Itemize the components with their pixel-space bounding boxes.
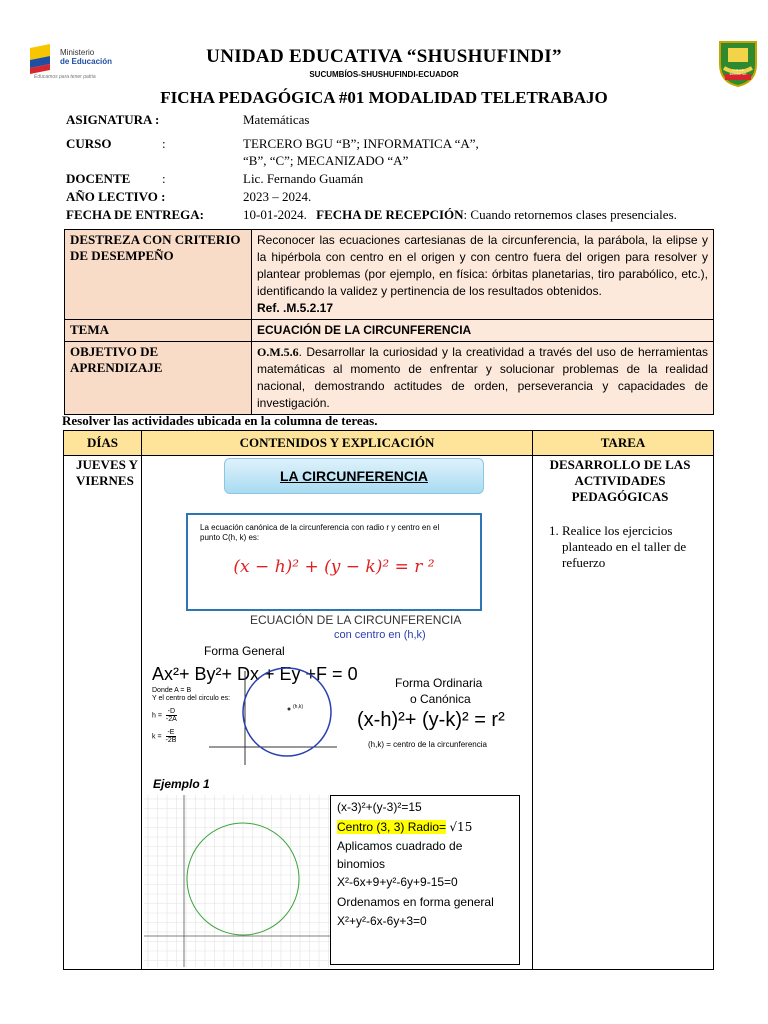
- objetivo-code: O.M.5.6: [257, 345, 299, 359]
- example-step3: Ordenamos en forma general: [337, 894, 494, 909]
- dias-line2: VIERNES: [76, 473, 134, 488]
- objetivo-row: [65, 342, 714, 415]
- example-step2: X²-6x+9+y²-6y+9-15=0: [337, 875, 458, 889]
- k-formula: [152, 729, 176, 744]
- destreza-cell: [252, 230, 714, 320]
- ministry-slogan: Educamos para tener patria: [34, 74, 96, 80]
- col-divider-2: [532, 431, 533, 969]
- recepcion-value: : Cuando retornemos clases presenciales.: [463, 207, 677, 222]
- tema-row: [65, 320, 714, 342]
- recepcion-label: FECHA DE RECEPCIÓN: [316, 207, 464, 222]
- dias-cell: [76, 457, 138, 489]
- general-equation: Ax²+ By²+ Dx + Ey +F = 0: [152, 664, 358, 684]
- example-graph: [144, 795, 330, 967]
- example-step1: Aplicamos cuadrado de binomios: [337, 839, 463, 871]
- ministry-name-line2: de Educación: [60, 57, 113, 66]
- destreza-row: [65, 230, 714, 320]
- instruction-text: Resolver las actividades ubicada en la columna de tereas.: [62, 413, 378, 428]
- donde-note: Donde A = B: [152, 687, 192, 694]
- curso-colon: :: [162, 136, 166, 151]
- forma-ordinaria-label-2: o Canónica: [410, 692, 471, 706]
- h-denominator: -2A: [165, 716, 177, 723]
- ec-title: ECUACIÓN DE LA CIRCUNFERENCIA: [250, 613, 462, 627]
- ficha-title: FICHA PEDAGÓGICA #01 MODALIDAD TELETRABAJO: [160, 88, 608, 107]
- col-dias-header: DÍAS: [86, 435, 119, 450]
- dias-line1: JUEVES Y: [76, 457, 139, 472]
- tema-label: TEMA: [65, 320, 252, 342]
- center-point: [288, 708, 291, 711]
- col-tarea-header: TAREA: [600, 435, 646, 450]
- canonical-equation-box: [186, 513, 482, 611]
- anio-value: 2023 – 2024.: [243, 189, 312, 204]
- h-numerator: -D: [167, 708, 176, 715]
- destreza-label: DESTREZA CON CRITERIO DE DESEMPEÑO: [65, 230, 252, 320]
- asignatura-value: Matemáticas: [243, 112, 310, 127]
- curso-value-line1: TERCERO BGU “B”; INFORMATICA “A”,: [243, 136, 479, 151]
- example-radius: √15: [449, 819, 473, 834]
- activities-table: [63, 430, 714, 970]
- example-center: Centro (3, 3) Radio=: [337, 819, 447, 834]
- objetivo-label: OBJETIVO DE APRENDIZAJE: [65, 342, 252, 415]
- centro-note: Y el centro del circulo es:: [152, 695, 231, 702]
- forma-ordinaria-label-1: Forma Ordinaria: [395, 676, 483, 690]
- objetivo-cell: [252, 342, 714, 415]
- example-center-radius: [337, 818, 513, 838]
- destreza-ref: Ref. .M.5.2.17: [257, 301, 334, 315]
- canonical-equation: (x − h)² + (y − k)² = r ²: [233, 557, 435, 577]
- forma-general-label: Forma General: [204, 644, 285, 658]
- canonical-description-line2: punto C(h, k) es:: [200, 533, 260, 542]
- example-solution-box: [330, 795, 520, 965]
- h-label: h =: [152, 712, 162, 720]
- col-divider-1: [141, 431, 142, 969]
- hk-note: (h,k) = centro de la circunferencia: [368, 740, 487, 749]
- tema-value: ECUACIÓN DE LA CIRCUNFERENCIA: [252, 320, 714, 342]
- curso-label: CURSO: [66, 136, 112, 151]
- tarea-list: [540, 523, 700, 571]
- ordinary-equation: (x-h)²+ (y-k)² = r²: [357, 709, 505, 731]
- objetivo-text: . Desarrollar la curiosidad y la creatividad a través del uso de herramientas matemáticas al momento de enfrentar y solucionar problemas de la realidad nacional, demostrando actitudes de orden, perseverancia y capacidades de investigación.: [257, 345, 708, 410]
- destreza-text: Reconocer las ecuaciones cartesianas de la circunferencia, la parábola, la elipse y la hipérbola con centro en el origen y con centro fuera del origen para resolver y plantear problemas (por ejemplo, en física: órbitas planetarias, tiro parabólico, etc.), identificando la validez y pertinencia de los resultados obtenidos.: [257, 233, 708, 298]
- graph-grid: [144, 795, 330, 967]
- h-formula: [152, 708, 177, 723]
- circunferencia-title: LA CIRCUNFERENCIA: [224, 458, 484, 494]
- docente-label: DOCENTE: [66, 171, 131, 186]
- ejemplo-label: Ejemplo 1: [153, 777, 210, 791]
- crest-text: UNIDAD EDUCATIVA: [729, 68, 747, 76]
- k-denominator: -2B: [165, 737, 177, 744]
- anio-label: AÑO LECTIVO :: [66, 189, 166, 204]
- canonical-description-line1: La ecuación canónica de la circunferencia con radio r y centro en el: [200, 523, 440, 532]
- ec-subtitle: con centro en (h,k): [334, 629, 426, 641]
- tarea-cell: [540, 457, 700, 571]
- tarea-item: 1. Realice los ejercicios planteado en el taller de refuerzo: [562, 523, 700, 571]
- col-contenidos-header: CONTENIDOS Y EXPLICACIÓN: [239, 435, 435, 450]
- circle-diagram: [209, 665, 339, 767]
- entrega-row: [243, 207, 677, 223]
- docente-value: Lic. Fernando Guamán: [243, 171, 364, 186]
- canonical-description: [200, 523, 470, 543]
- center-point-label: (h,k): [293, 704, 303, 710]
- entrega-value: 10-01-2024.: [243, 207, 307, 222]
- asignatura-label: ASIGNATURA :: [66, 112, 160, 127]
- entrega-label: FECHA DE ENTREGA:: [66, 207, 204, 222]
- diagram-circle: [243, 668, 331, 756]
- curriculum-table: [64, 229, 714, 415]
- example-step4: X²+y²-6x-6y+3=0: [337, 914, 427, 928]
- example-equation: (x-3)²+(y-3)²=15: [337, 800, 422, 814]
- curso-value-line2: “B”, “C”; MECANIZADO “A”: [243, 153, 409, 168]
- school-name: UNIDAD EDUCATIVA “SHUSHUFINDI”: [206, 46, 562, 67]
- tarea-heading: DESARROLLO DE LAS ACTIVIDADES PEDAGÓGICAS: [549, 457, 691, 504]
- ministry-name-line1: Ministerio: [60, 48, 95, 57]
- k-label: k =: [152, 733, 162, 741]
- k-numerator: -E: [167, 729, 175, 736]
- school-location: SUCUMBÍOS-SHUSHUFINDI-ECUADOR: [309, 70, 459, 79]
- docente-colon: :: [162, 171, 166, 186]
